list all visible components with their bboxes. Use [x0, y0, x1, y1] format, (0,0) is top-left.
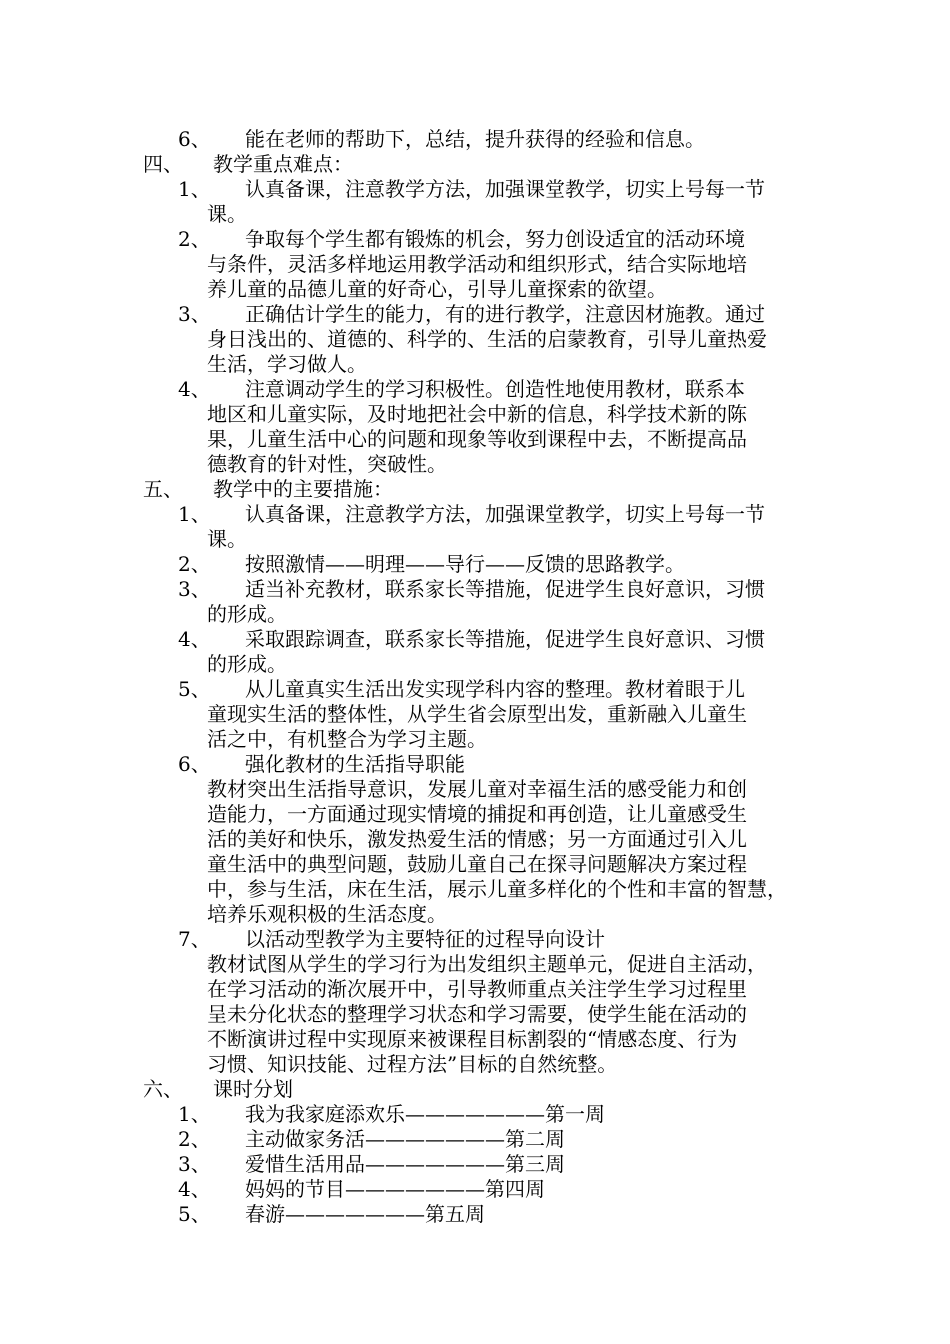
item-text: 中，参与生活，床在生活，展示儿童多样化的个性和丰富的智慧， — [207, 877, 787, 901]
item-text: 爱惜生活用品———————第三周 — [245, 1152, 565, 1176]
item-number: 1、 — [178, 1102, 211, 1126]
item-text: 认真备课，注意教学方法，加强课堂教学，切实上号每一节 — [245, 177, 765, 201]
section-title: 教学中的主要措施： — [213, 477, 393, 501]
item-number: 4、 — [178, 627, 211, 651]
item-text: 主动做家务活———————第二周 — [245, 1127, 565, 1151]
item-text: 不断演讲过程中实现原来被课程目标割裂的“情感态度、行为 — [207, 1027, 738, 1051]
item-text: 活之中，有机整合为学习主题。 — [207, 727, 487, 751]
item-text: 德教育的针对性，突破性。 — [207, 452, 447, 476]
item-text: 生活，学习做人。 — [207, 352, 367, 376]
section-number: 五、 — [143, 477, 183, 501]
item-number: 1、 — [178, 177, 211, 201]
item-text: 身日浅出的、道德的、科学的、生活的启蒙教育，引导儿童热爱 — [207, 327, 767, 351]
item-number: 2、 — [178, 552, 211, 576]
item-text: 我为我家庭添欢乐———————第一周 — [245, 1102, 605, 1126]
item-number: 6、 — [178, 127, 211, 151]
item-text: 在学习活动的渐次展开中，引导教师重点关注学生学习过程里 — [207, 977, 747, 1001]
item-text: 的形成。 — [207, 652, 287, 676]
item-text: 注意调动学生的学习积极性。创造性地使用教材，联系本 — [245, 377, 745, 401]
item-text: 教材试图从学生的学习行为出发组织主题单元，促进自主活动， — [207, 952, 767, 976]
item-text: 妈妈的节目———————第四周 — [245, 1177, 545, 1201]
section-number: 六、 — [143, 1077, 183, 1101]
item-text: 习惯、知识技能、过程方法”目标的自然统整。 — [207, 1052, 618, 1076]
item-number: 3、 — [178, 1152, 211, 1176]
item-number: 5、 — [178, 677, 211, 701]
item-text: 果，儿童生活中心的问题和现象等收到课程中去，不断提高品 — [207, 427, 747, 451]
item-text: 春游———————第五周 — [245, 1202, 485, 1226]
section-number: 四、 — [143, 152, 183, 176]
item-text: 课。 — [207, 202, 247, 226]
item-number: 5、 — [178, 1202, 211, 1226]
item-text: 认真备课，注意教学方法，加强课堂教学，切实上号每一节 — [245, 502, 765, 526]
item-text: 以活动型教学为主要特征的过程导向设计 — [245, 927, 605, 951]
item-text: 按照激情——明理——导行——反馈的思路教学。 — [245, 552, 685, 576]
item-number: 6、 — [178, 752, 211, 776]
item-text: 活的美好和快乐，激发热爱生活的情感；另一方面通过引入儿 — [207, 827, 747, 851]
item-text: 造能力，一方面通过现实情境的捕捉和再创造，让儿童感受生 — [207, 802, 747, 826]
section-title: 教学重点难点： — [213, 152, 353, 176]
item-text: 与条件，灵活多样地运用教学活动和组织形式，结合实际地培 — [207, 252, 747, 276]
item-number: 4、 — [178, 377, 211, 401]
item-text: 能在老师的帮助下，总结，提升获得的经验和信息。 — [245, 127, 705, 151]
item-number: 3、 — [178, 302, 211, 326]
item-text: 争取每个学生都有锻炼的机会，努力创设适宜的活动环境 — [245, 227, 745, 251]
item-text: 从儿童真实生活出发实现学科内容的整理。教材着眼于儿 — [245, 677, 745, 701]
item-number: 3、 — [178, 577, 211, 601]
item-text: 正确估计学生的能力，有的进行教学，注意因材施教。通过 — [245, 302, 765, 326]
item-text: 养儿童的品德儿童的好奇心，引导儿童探索的欲望。 — [207, 277, 667, 301]
item-number: 1、 — [178, 502, 211, 526]
item-text: 采取跟踪调查，联系家长等措施，促进学生良好意识、习惯 — [245, 627, 765, 651]
item-text: 课。 — [207, 527, 247, 551]
item-text: 呈未分化状态的整理学习状态和学习需要，使学生能在活动的 — [207, 1002, 747, 1026]
item-text: 童生活中的典型问题，鼓励儿童自己在探寻问题解决方案过程 — [207, 852, 747, 876]
section-title: 课时分划 — [213, 1077, 293, 1101]
item-number: 2、 — [178, 227, 211, 251]
item-text: 培养乐观积极的生活态度。 — [207, 902, 447, 926]
item-text: 强化教材的生活指导职能 — [245, 752, 465, 776]
item-number: 2、 — [178, 1127, 211, 1151]
item-text: 教材突出生活指导意识，发展儿童对幸福生活的感受能力和创 — [207, 777, 747, 801]
item-text: 童现实生活的整体性，从学生省会原型出发，重新融入儿童生 — [207, 702, 747, 726]
item-text: 的形成。 — [207, 602, 287, 626]
item-text: 地区和儿童实际，及时地把社会中新的信息，科学技术新的陈 — [207, 402, 747, 426]
item-text: 适当补充教材，联系家长等措施，促进学生良好意识，习惯 — [245, 577, 765, 601]
item-number: 4、 — [178, 1177, 211, 1201]
item-number: 7、 — [178, 927, 211, 951]
